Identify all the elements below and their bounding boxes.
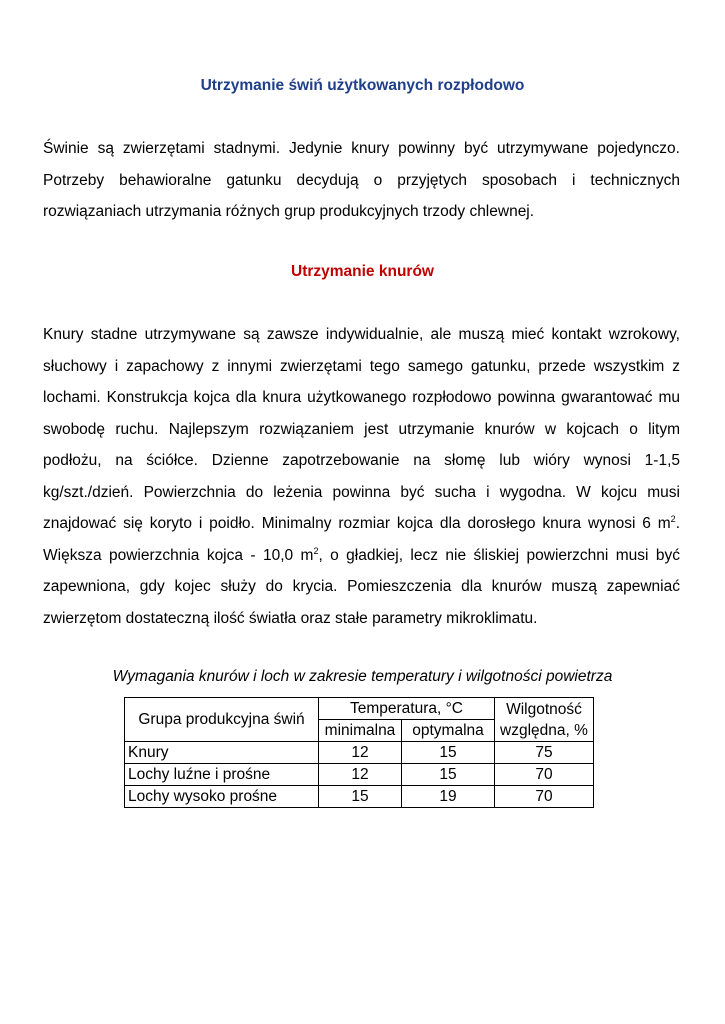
paragraph-line: rozwiązaniach utrzymania różnych grup produkcyjnych trzody chlewnej. (43, 203, 535, 220)
cell-min: 12 (319, 764, 402, 786)
paragraph-line: Potrzeby behawioralne gatunku decydują o przyjętych sposobach i technicznych (43, 171, 680, 189)
cell-min: 12 (319, 742, 402, 764)
superscript: 2 (313, 545, 319, 556)
header-opt: optymalna (402, 720, 495, 742)
cell-humidity: 70 (495, 764, 594, 786)
paragraph-line: kg/szt./dzień. Powierzchnia do leżenia powinna być sucha i wygodna. W kojcu musi (43, 483, 680, 501)
cell-min: 15 (319, 786, 402, 808)
paragraph-line (43, 508, 680, 540)
cell-opt: 19 (402, 786, 495, 808)
paragraph-line: zapewniona, gdy kojec służy do krycia. Pomieszczenia dla knurów muszą zapewniać (43, 578, 680, 595)
header-humidity (495, 698, 594, 742)
line-text: Większa powierzchnia kojca - 10,0 m (43, 546, 314, 564)
cell-opt: 15 (402, 764, 495, 786)
header-humidity-line: względna, % (500, 721, 588, 739)
main-heading: Utrzymanie świń użytkowanych rozpłodowo (200, 77, 525, 94)
header-temperature: Temperatura, °C (319, 698, 495, 720)
paragraph-line: podłożu, na ściółce. Dzienne zapotrzebowanie na słomę lub wióry wynosi 1-1,5 (43, 452, 680, 469)
cell-group: Lochy wysoko prośne (125, 786, 319, 808)
requirements-table (124, 697, 594, 808)
cell-humidity: 75 (495, 742, 594, 764)
paragraph-line: Świnie są zwierzętami stadnymi. Jedynie knury powinny być utrzymywane pojedynczo. (43, 140, 680, 157)
line-end: . (675, 515, 680, 532)
cell-opt: 15 (402, 742, 495, 764)
cell-group: Lochy luźne i prośne (125, 764, 319, 786)
paragraph-line: Knury stadne utrzymywane są zawsze indywidualnie, ale muszą mieć kontakt wzrokowy, (43, 326, 680, 343)
cell-humidity: 70 (495, 786, 594, 808)
header-min: minimalna (319, 720, 402, 742)
section-heading: Utrzymanie knurów (291, 263, 434, 280)
paragraph-line: lochami. Konstrukcja kojca dla knura użytkowanego rozpłodowo powinna gwarantować mu (43, 389, 680, 406)
table-row (125, 742, 594, 764)
paragraph-line: słuchowy i zapachowy z innymi zwierzętami tego samego gatunku, przede wszystkim z (43, 357, 680, 375)
cell-group: Knury (125, 742, 319, 764)
table-row (125, 764, 594, 786)
table-row (125, 786, 594, 808)
intro-paragraph (43, 133, 680, 228)
paragraph-line: zwierzętom dostateczną ilość światła oraz stałe parametry mikroklimatu. (43, 609, 538, 627)
header-group: Grupa produkcyjna świń (125, 698, 319, 742)
table-header-row (125, 698, 594, 720)
paragraph-line (43, 540, 680, 572)
line-text: , o gładkiej, lecz nie śliskiej powierzchni musi być (318, 546, 680, 564)
paragraph-line: swobodę ruchu. Najlepszym rozwiązaniem jest utrzymanie knurów w kojcach o litym (43, 420, 680, 438)
line-text: znajdować się koryto i poidło. Minimalny rozmiar kojca dla dorosłego knura wynosi 6 m (43, 515, 671, 532)
boar-paragraph (43, 319, 680, 634)
header-humidity-line: Wilgotność (506, 700, 582, 718)
table-caption: Wymagania knurów i loch w zakresie temperatury i wilgotności powietrza (112, 668, 613, 685)
superscript: 2 (670, 514, 676, 524)
